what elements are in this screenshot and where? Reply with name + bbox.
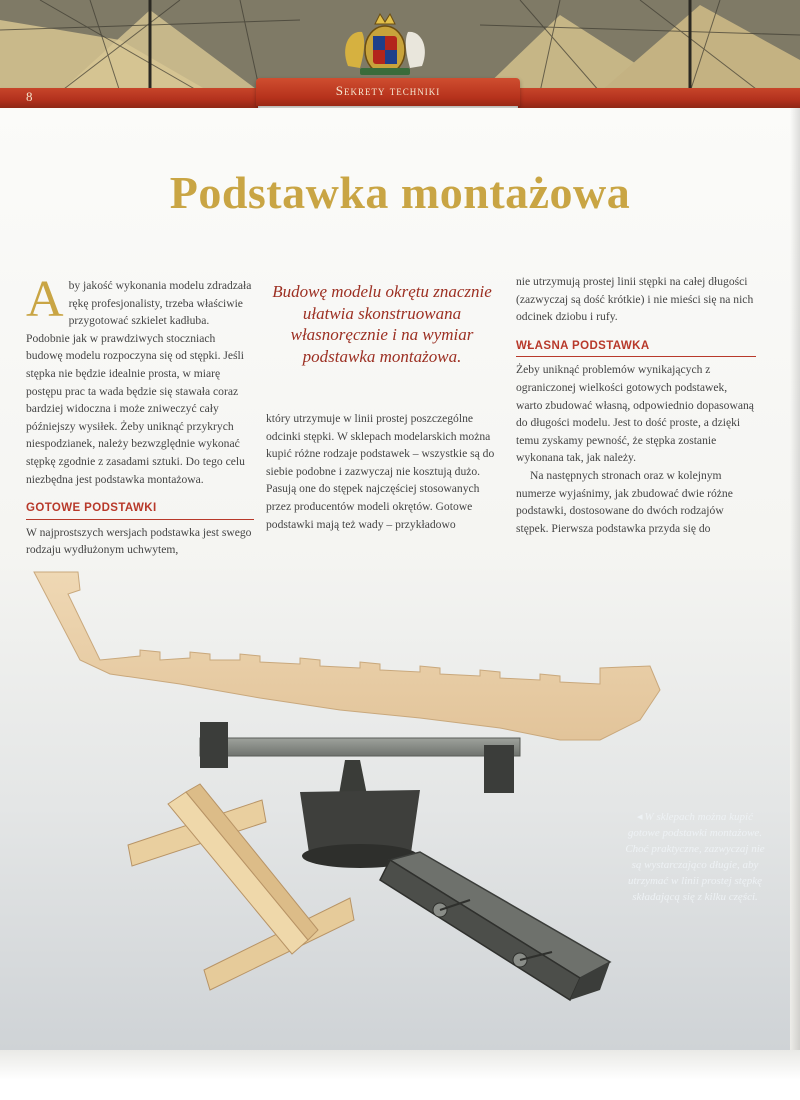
drop-cap: A <box>26 271 64 328</box>
text-column-3 <box>516 273 756 537</box>
page-edge-shadow <box>790 108 800 1088</box>
subhead-gotowe-podstawki: GOTOWE PODSTAWKI <box>26 500 254 520</box>
caption-arrow-icon: ◂ <box>637 811 643 823</box>
header-rule-left <box>0 88 258 108</box>
column3-paragraph-2: Na następnych stronach oraz w kolejnym numerze wyjaśnimy, jak zbudować dwie różne podstawki, dostosowane do dwóch rodzajów stępek. Pierwsza podstawka przyda się do <box>516 468 733 535</box>
page-number: 8 <box>26 89 33 104</box>
section-label: Sekrety techniki <box>335 83 441 98</box>
text-column-1 <box>26 271 254 559</box>
text-column-2 <box>266 410 498 533</box>
royal-coat-of-arms-icon <box>330 6 440 80</box>
photo-caption <box>620 809 770 905</box>
column3-intro: nie utrzymują prostej linii stępki na całej długości (zazwyczaj są dość krótkie) i nie mieści się na nich odcinek dziobu i rufy. <box>516 275 754 324</box>
column3-paragraph-1: Żeby uniknąć problemów wynikających z ograniczonej wielkości gotowych podstawek, warto zbudować własną, odpowiednio dopasowaną do długości modelu. Jest to dość proste, a dzięki temu zyskamy pewność, że stępka zostanie wykonana tak, jak należy. <box>516 363 754 465</box>
column1-body: W najprostszych wersjach podstawka jest swego rodzaju wydłużonym uchwytem, <box>26 525 252 557</box>
header-rule-right <box>518 88 800 108</box>
intro-text: by jakość wykonania modelu zdradzała rękę profesjonalisty, trzeba właściwie przygotować szkielet kadłuba. Podobnie jak w prawdziwych stoczniach budowę modelu rozpoczyna się od stępki. Jeśli stępka nie będzie idealnie prosta, w miarę postępu prac ta wada będzie się stawała coraz bardziej widoczna i może zniweczyć cały późniejszy wysiłek. Żeby uniknąć przykrych niespodzianek, należy bezwzględnie wykonać stępkę zgodnie z zasadami sztuki. Do tego celu niezbędna jest podstawka montażowa. <box>26 279 252 486</box>
article-title: Podstawka montażowa <box>169 167 631 218</box>
column2-body: który utrzymuje w linii prostej poszczególne odcinki stępki. W sklepach modelarskich można kupić różne rodzaje podstawek – wszystkie są do siebie podobne i zazwyczaj nie kosztują dużo. Pasują one do stępek najczęściej stosowanych przez producentów modeli okrętów. Gotowe podstawki mają też wady – przykładowo <box>266 412 495 531</box>
section-tab <box>256 78 520 106</box>
caption-text: W sklepach można kupić gotowe podstawki montażowe. Choć praktyczne, zazwyczaj nie są wystarczająco długie, aby utrzymać w linii prostej stępkę składającą się z kilku części. <box>625 811 765 903</box>
intro-paragraph <box>26 271 254 488</box>
assembly-stand-photo <box>0 560 790 1050</box>
pull-quote: Budowę modelu okrętu znacznie ułatwia skonstruowana własnoręcznie i na wymiar podstawka montażowa. <box>272 282 492 366</box>
subhead-wlasna-podstawka: WŁASNA PODSTAWKA <box>516 338 756 358</box>
page-bottom-edge <box>0 1050 800 1100</box>
